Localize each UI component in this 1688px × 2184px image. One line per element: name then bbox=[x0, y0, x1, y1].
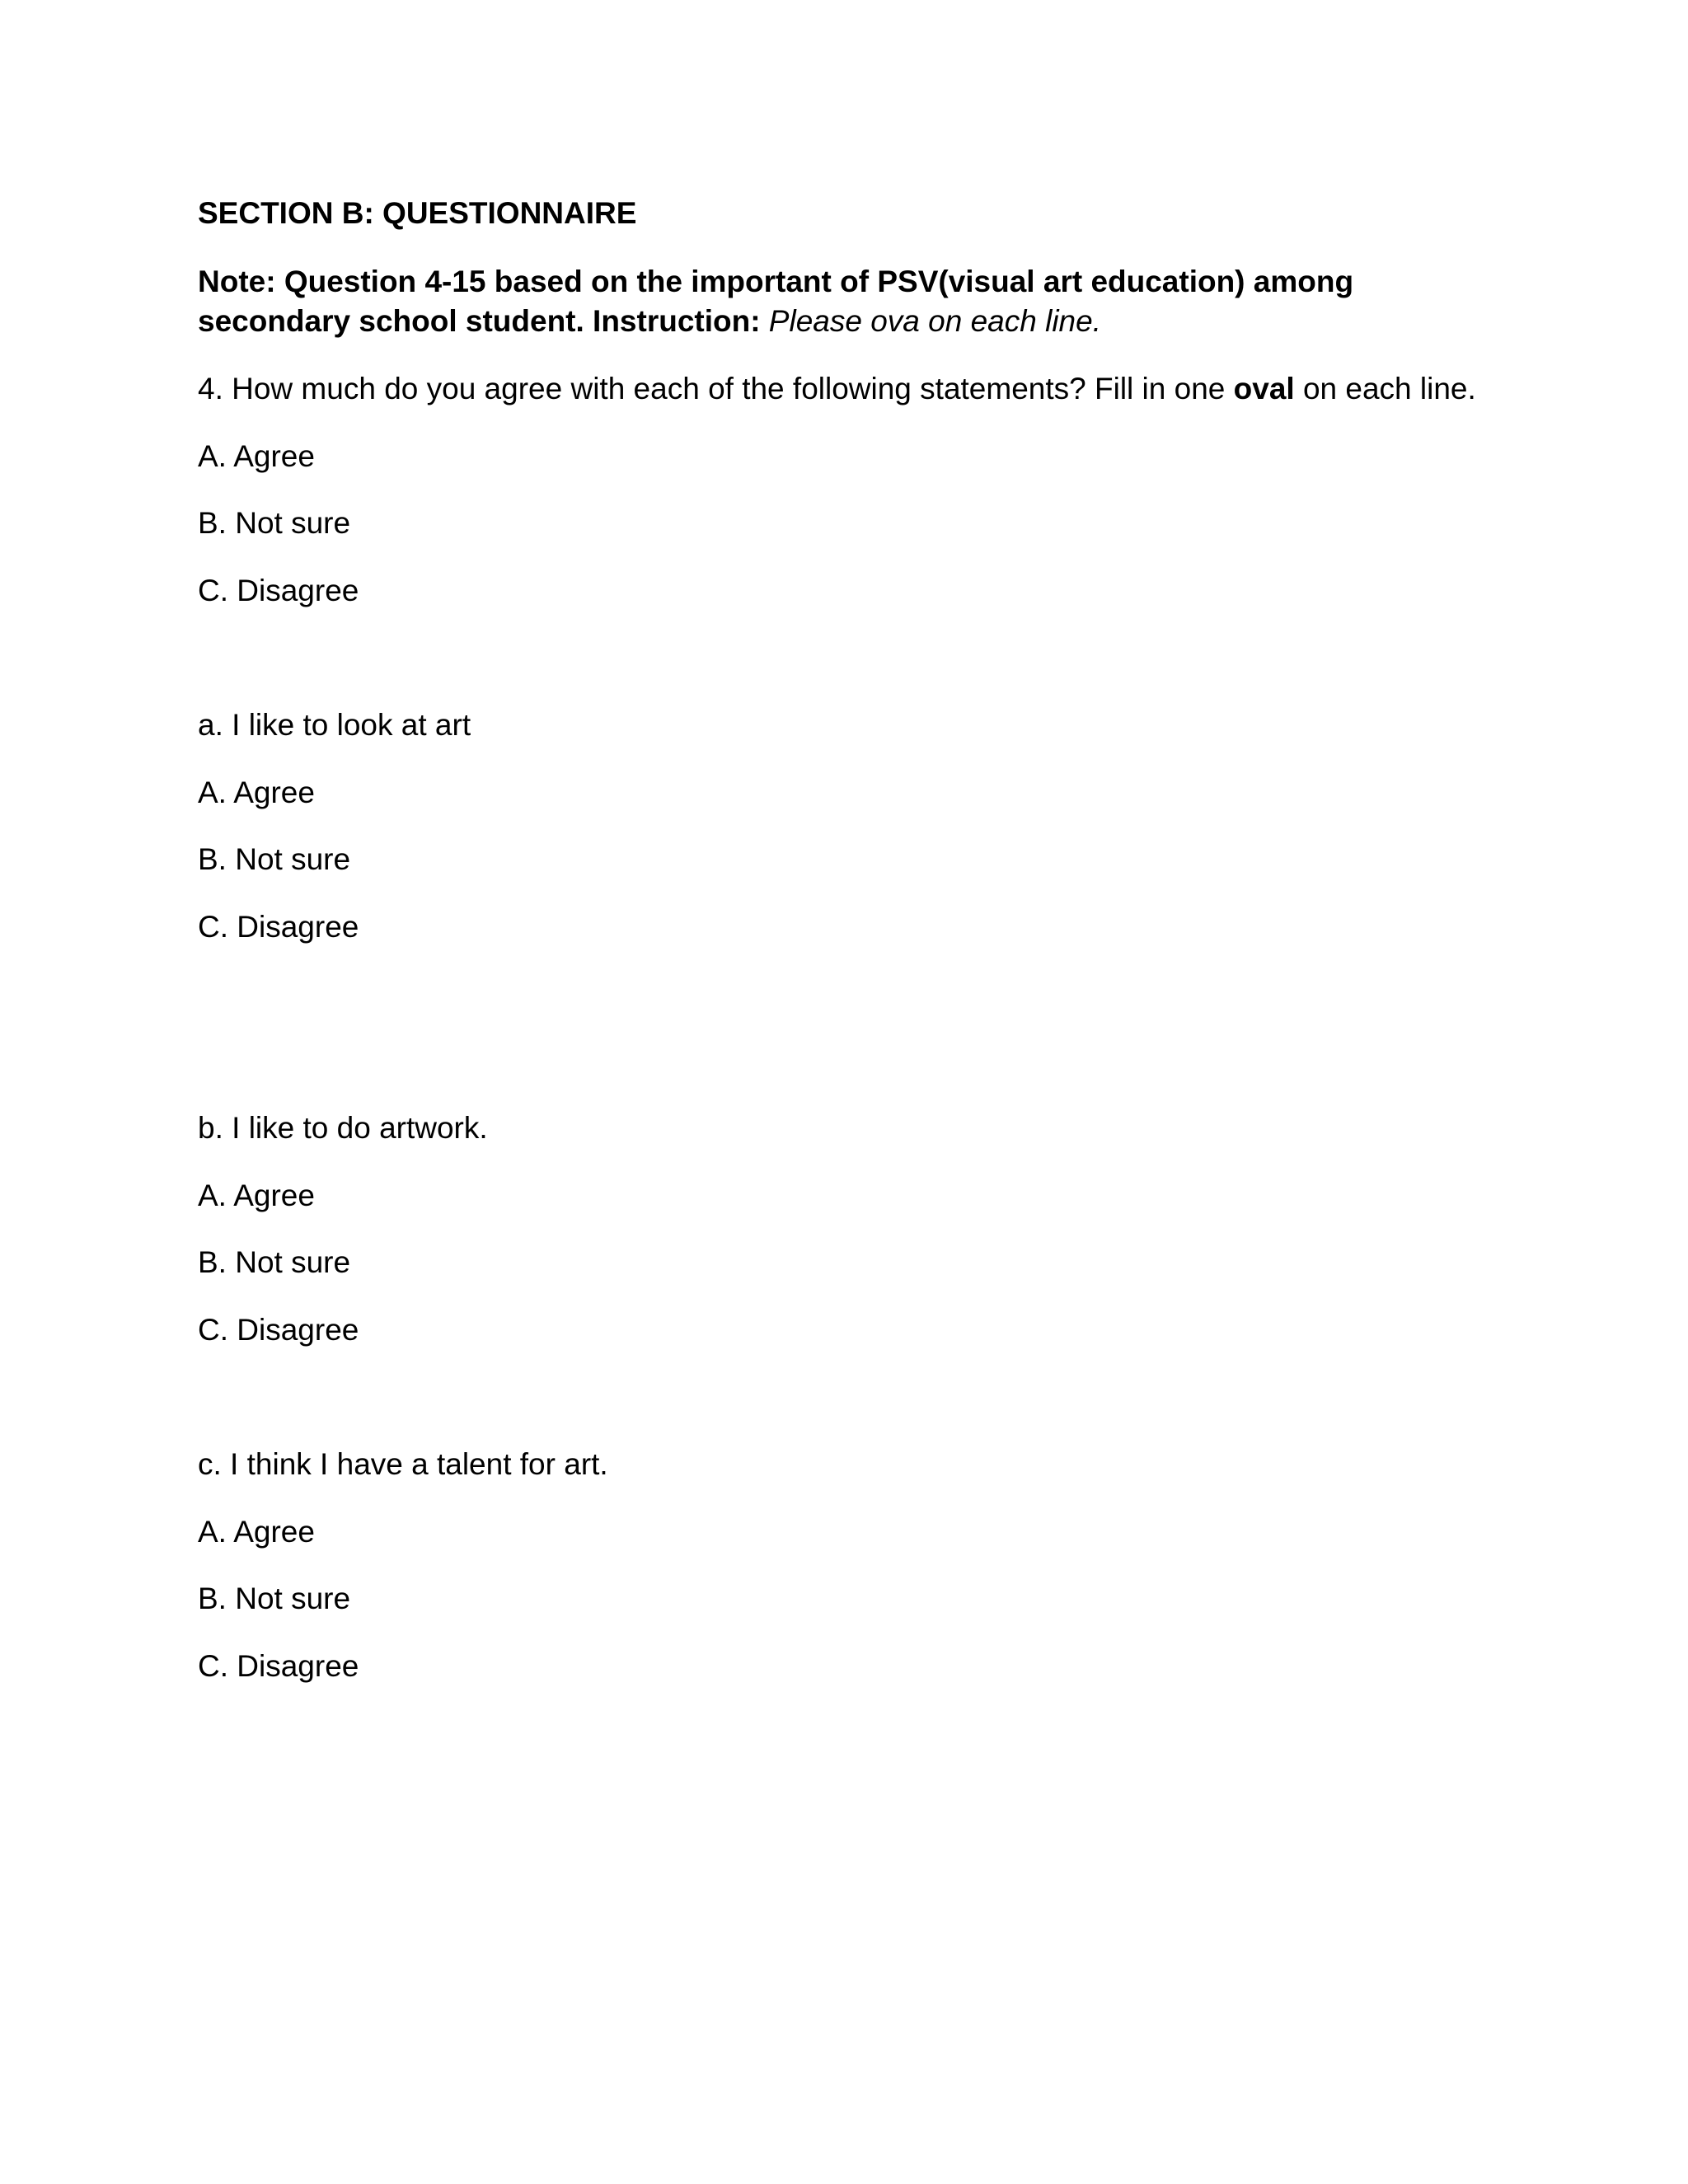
q4-option-a[interactable]: A. Agree bbox=[198, 439, 315, 473]
statement-a-option-a[interactable]: A. Agree bbox=[198, 776, 315, 809]
question-4-prefix: 4. How much do you agree with each of the following statements? Fill in one bbox=[198, 372, 1234, 405]
statement-a-option-c[interactable]: C. Disagree bbox=[198, 910, 359, 944]
document-page bbox=[198, 0, 1517, 2184]
q4-option-c[interactable]: C. Disagree bbox=[198, 574, 359, 607]
statement-b-option-c[interactable]: C. Disagree bbox=[198, 1313, 359, 1347]
question-4-suffix: on each line. bbox=[1294, 372, 1476, 405]
note-line-1: Note: Question 4-15 based on the important of PSV(visual art education) among bbox=[198, 265, 1354, 298]
statement-c-text: c. I think I have a talent for art. bbox=[198, 1447, 608, 1481]
question-4-text bbox=[198, 369, 1476, 409]
q4-option-b[interactable]: B. Not sure bbox=[198, 506, 351, 540]
note-instruction-label: secondary school student. Instruction: bbox=[198, 304, 761, 338]
note-line-2 bbox=[198, 302, 1101, 341]
question-4-bold-word: oval bbox=[1233, 372, 1295, 405]
statement-a-text: a. I like to look at art bbox=[198, 708, 471, 742]
section-title: SECTION B: QUESTIONNAIRE bbox=[198, 196, 637, 230]
statement-c-option-c[interactable]: C. Disagree bbox=[198, 1649, 359, 1683]
statement-c-option-b[interactable]: B. Not sure bbox=[198, 1582, 351, 1615]
statement-b-text: b. I like to do artwork. bbox=[198, 1111, 488, 1145]
statement-a-option-b[interactable]: B. Not sure bbox=[198, 842, 351, 876]
statement-b-option-b[interactable]: B. Not sure bbox=[198, 1245, 351, 1279]
note-instruction-text: Please ova on each line. bbox=[760, 304, 1101, 338]
statement-c-option-a[interactable]: A. Agree bbox=[198, 1515, 315, 1549]
statement-b-option-a[interactable]: A. Agree bbox=[198, 1179, 315, 1212]
